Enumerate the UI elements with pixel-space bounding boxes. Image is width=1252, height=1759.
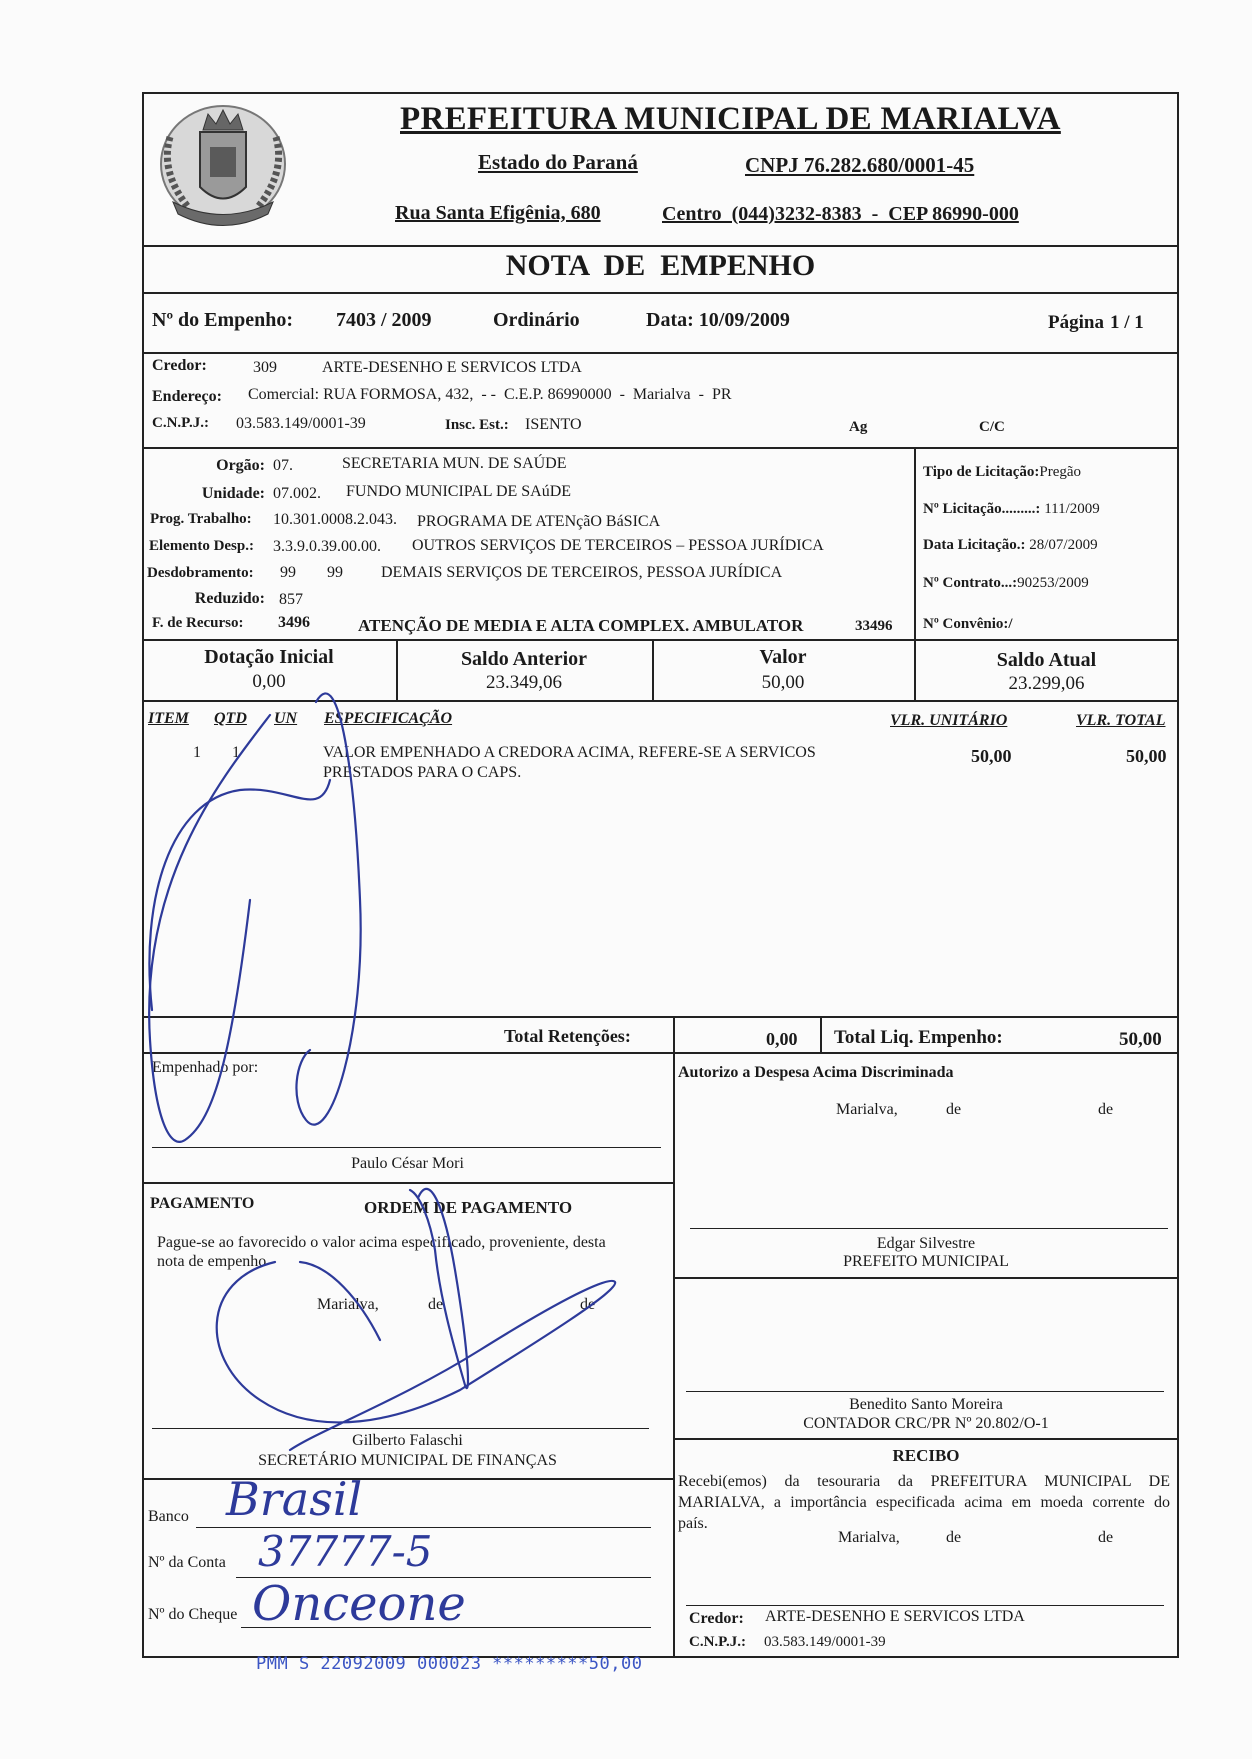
divider	[142, 1182, 673, 1184]
divider	[142, 1478, 673, 1480]
contrato-number	[923, 575, 1089, 592]
empenhado-label: Empenhado por:	[152, 1059, 259, 1076]
empenho-date: Data: 10/09/2009	[646, 309, 790, 331]
desdobramento-code-1: 99	[280, 564, 296, 581]
banco-label: Banco	[148, 1508, 189, 1525]
conta-label: Nº da Conta	[148, 1554, 226, 1571]
licitacao-type	[923, 464, 1081, 481]
orgao-label: Orgão:	[216, 457, 265, 474]
item-spec-line2: PRESTADOS PARA O CAPS.	[323, 764, 522, 781]
signature-line	[686, 1391, 1164, 1392]
elemento-name: OUTROS SERVIÇOS DE TERCEIROS – PESSOA JURÍDICA	[412, 537, 824, 554]
secretario-name: Gilberto Falaschi	[352, 1432, 463, 1449]
recibo-credor-label: Credor:	[689, 1610, 744, 1627]
contador-role: CONTADOR CRC/PR Nº 20.802/O-1	[803, 1415, 1049, 1432]
credor-name: ARTE-DESENHO E SERVICOS LTDA	[322, 359, 582, 376]
agency-label: Ag	[849, 419, 868, 435]
recibo-cnpj: 03.583.149/0001-39	[764, 1634, 886, 1650]
credor-cnpj: 03.583.149/0001-39	[236, 415, 366, 432]
prefeito-role: PREFEITO MUNICIPAL	[843, 1253, 1009, 1270]
licitacao-number	[923, 501, 1100, 518]
item-quantity: 1	[232, 744, 240, 761]
municipality-cnpj: CNPJ 76.282.680/0001-45	[745, 153, 975, 177]
autorizo-de-2: de	[1098, 1101, 1114, 1118]
street-address: Rua Santa Efigênia, 680	[395, 202, 601, 224]
divider	[142, 700, 1179, 702]
recibo-place: Marialva,	[838, 1529, 900, 1546]
autorizo-de-1: de	[946, 1101, 962, 1118]
liquido-label: Total Liq. Empenho:	[834, 1027, 1003, 1048]
unidade-code: 07.002.	[273, 485, 321, 502]
recibo-text-line1: Recebi(emos) da tesouraria da PREFEITURA MUNICIPAL DE	[678, 1473, 1170, 1490]
unidade-name: FUNDO MUNICIPAL DE SAúDE	[346, 483, 572, 500]
ordem-pagamento-label: ORDEM DE PAGAMENTO	[364, 1198, 573, 1217]
contrato-value: 90253/2009	[1017, 575, 1089, 591]
credor-code: 309	[253, 359, 277, 376]
elemento-code: 3.3.9.0.39.00.00.	[273, 538, 381, 555]
reduzido-label: Reduzido:	[194, 590, 265, 607]
empenho-type: Ordinário	[493, 309, 580, 331]
credor-address: Comercial: RUA FORMOSA, 432, - - C.E.P. 86990000 - Marialva - PR	[248, 386, 732, 403]
orgao-code: 07.	[273, 457, 293, 474]
divider	[673, 1438, 1179, 1440]
items-header-item: ITEM	[148, 710, 189, 727]
recurso-label: F. de Recurso:	[152, 615, 244, 631]
dotacao-value: 0,00	[252, 671, 286, 692]
saldo-anterior-value: 23.349,06	[486, 672, 562, 693]
contrato-label: Nº Contrato...:	[923, 575, 1018, 591]
secretario-role: SECRETÁRIO MUNICIPAL DE FINANÇAS	[258, 1452, 557, 1469]
retencoes-value: 0,00	[766, 1029, 798, 1049]
convenio-label: Nº Convênio:/	[923, 616, 1013, 632]
recibo-text-line3: país.	[678, 1515, 708, 1532]
autorizo-place: Marialva,	[836, 1101, 898, 1118]
payment-stamp: PMM S 22092009 000023 *********50,00	[256, 1654, 643, 1674]
elemento-label: Elemento Desp.:	[149, 538, 254, 554]
document-title: NOTA DE EMPENHO	[505, 249, 816, 282]
item-spec-line1: VALOR EMPENHADO A CREDORA ACIMA, REFERE-SE A SERVICOS	[323, 744, 816, 761]
divider	[142, 352, 1179, 354]
reduzido-value: 857	[279, 591, 303, 608]
divider	[820, 1016, 822, 1052]
divider	[142, 292, 1179, 294]
item-number: 1	[193, 744, 201, 761]
signature-line	[690, 1228, 1168, 1229]
recibo-cnpj-label: C.N.P.J.:	[689, 1634, 746, 1650]
recibo-de-1: de	[946, 1529, 962, 1546]
item-unit-value: 50,00	[971, 746, 1012, 766]
pagamento-place: Marialva,	[317, 1296, 379, 1313]
divider	[673, 1052, 675, 1658]
prog-name: PROGRAMA DE ATENçãO BáSICA	[417, 513, 661, 530]
state-name: Estado do Paraná	[478, 150, 638, 174]
licitacao-date-label: Data Licitação.:	[923, 537, 1026, 553]
recibo-credor-name: ARTE-DESENHO E SERVICOS LTDA	[765, 1608, 1025, 1625]
cheque-label: Nº do Cheque	[148, 1606, 238, 1623]
conta-handwritten: 37777-5	[258, 1527, 433, 1576]
contador-name: Benedito Santo Moreira	[849, 1396, 1003, 1413]
empenho-number: 7403 / 2009	[336, 309, 432, 331]
licitacao-date	[923, 537, 1098, 554]
valor-label: Valor	[759, 646, 807, 668]
pagamento-text-line1: Pague-se ao favorecido o valor acima especificado, proveniente, desta	[157, 1234, 606, 1251]
licitacao-number-value: 111/2009	[1044, 501, 1100, 517]
credor-cnpj-label: C.N.P.J.:	[152, 415, 209, 431]
municipal-crest-icon	[148, 92, 298, 240]
recibo-label: RECIBO	[892, 1446, 960, 1465]
divider	[142, 447, 1179, 449]
signature-line	[152, 1147, 661, 1148]
unidade-label: Unidade:	[201, 485, 265, 502]
municipality-title: PREFEITURA MUNICIPAL DE MARIALVA	[400, 101, 1061, 137]
cheque-handwritten: Onceone	[252, 1576, 466, 1632]
divider	[142, 639, 1179, 641]
credor-label: Credor:	[152, 357, 207, 374]
recurso-name: ATENÇÃO DE MEDIA E ALTA COMPLEX. AMBULATOR	[358, 616, 804, 635]
valor-value: 50,00	[761, 672, 805, 693]
licitacao-date-value: 28/07/2009	[1029, 537, 1098, 553]
saldo-atual-label: Saldo Atual	[996, 649, 1097, 671]
insc-label: Insc. Est.:	[445, 417, 509, 433]
district-phone-cep: Centro (044)3232-8383 - CEP 86990-000	[662, 203, 1019, 225]
retencoes-label: Total Retenções:	[504, 1026, 631, 1046]
saldo-atual-value: 23.299,06	[1008, 673, 1085, 694]
pagamento-de-2: de	[580, 1296, 596, 1313]
orgao-name: SECRETARIA MUN. DE SAÚDE	[342, 455, 567, 472]
divider	[142, 245, 1179, 247]
items-header-spec: ESPECIFICAÇÃO	[324, 710, 453, 727]
desdobramento-label: Desdobramento:	[147, 565, 254, 581]
banco-handwritten: Brasil	[226, 1472, 363, 1526]
divider	[142, 1052, 1179, 1054]
items-header-unit-value: VLR. UNITÁRIO	[890, 712, 1008, 729]
signature-line	[152, 1428, 649, 1429]
divider	[142, 1016, 1179, 1018]
divider	[914, 447, 916, 639]
licitacao-type-label: Tipo de Licitação:	[923, 464, 1040, 480]
pagamento-de-1: de	[428, 1296, 444, 1313]
licitacao-type-value: Pregão	[1039, 464, 1082, 480]
page-label: Página	[1048, 312, 1104, 333]
divider	[673, 1277, 1179, 1279]
prefeito-name: Edgar Silvestre	[876, 1235, 976, 1252]
pagamento-label: PAGAMENTO	[150, 1195, 255, 1212]
page-number: 1 / 1	[1110, 312, 1144, 333]
items-header-total-value: VLR. TOTAL	[1076, 712, 1166, 729]
empenho-number-label: Nº do Empenho:	[152, 309, 294, 331]
items-header-un: UN	[274, 710, 298, 727]
dotacao-label: Dotação Inicial	[204, 646, 334, 668]
recurso-code: 3496	[278, 614, 310, 631]
prog-label: Prog. Trabalho:	[150, 511, 252, 527]
items-header-qtd: QTD	[214, 710, 247, 727]
desdobramento-name: DEMAIS SERVIÇOS DE TERCEIROS, PESSOA JURÍDICA	[381, 564, 783, 581]
liquido-value: 50,00	[1119, 1029, 1162, 1050]
desdobramento-code-2: 99	[327, 564, 343, 581]
pagamento-text-line2: nota de empenho	[157, 1253, 267, 1270]
address-label: Endereço:	[152, 388, 222, 405]
recurso-number: 33496	[855, 618, 893, 634]
recibo-de-2: de	[1098, 1529, 1114, 1546]
recibo-text-line2: MARIALVA, a importância especificada acima em moeda corrente do	[678, 1494, 1170, 1511]
empenhado-name: Paulo César Mori	[351, 1155, 464, 1172]
item-total-value: 50,00	[1126, 746, 1167, 766]
signature-line	[686, 1605, 1164, 1606]
prog-code: 10.301.0008.2.043.	[273, 511, 397, 528]
saldo-anterior-label: Saldo Anterior	[460, 648, 588, 670]
account-label: C/C	[979, 419, 1005, 435]
licitacao-number-label: Nº Licitação.........:	[923, 501, 1041, 517]
autorizo-label: Autorizo a Despesa Acima Discriminada	[678, 1064, 954, 1081]
insc-value: ISENTO	[525, 416, 582, 433]
